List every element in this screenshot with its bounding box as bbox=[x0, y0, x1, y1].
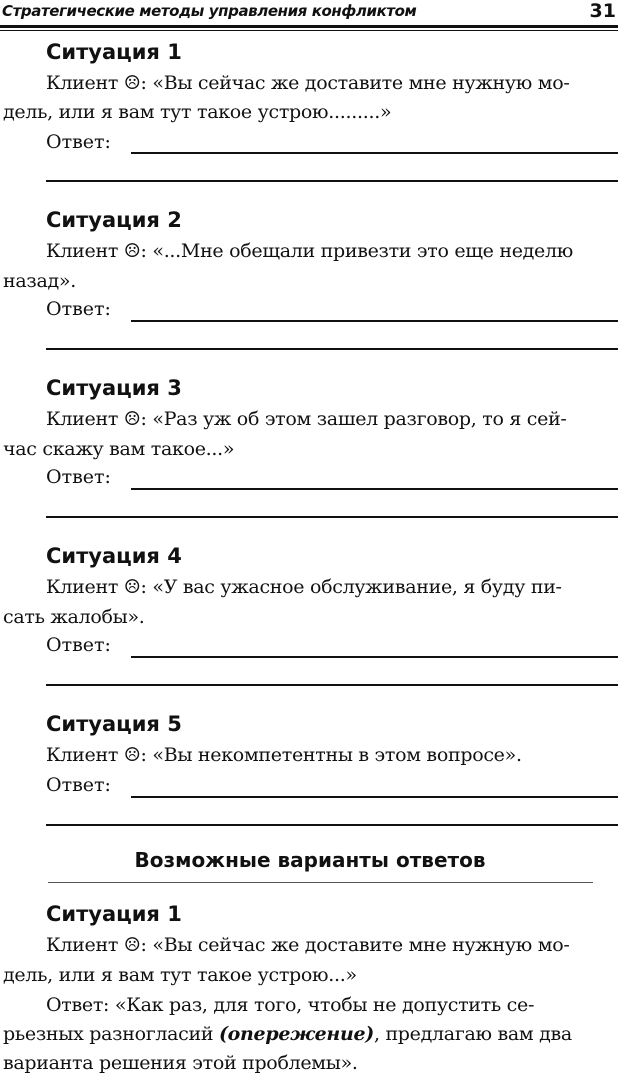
answer-fill-line[interactable] bbox=[46, 824, 618, 826]
answer-text-line bbox=[3, 1023, 572, 1045]
client-quote-line: дель, или я вам тут такое устрою.........» bbox=[3, 101, 392, 123]
client-quote-line: Клиент ☹: «Раз уж об этом зашел разговор, то я сей- bbox=[46, 408, 567, 430]
client-quote-line: Клиент ☹: «Вы сейчас же доставите мне нужную мо- bbox=[46, 934, 570, 956]
section-heading: Возможные варианты ответов bbox=[134, 848, 486, 872]
answer-fill-line[interactable] bbox=[131, 152, 618, 154]
answer-fill-line[interactable] bbox=[46, 180, 618, 182]
answer-fill-line[interactable] bbox=[131, 656, 618, 658]
answer-fill-line[interactable] bbox=[131, 488, 618, 490]
situation-title: Ситуация 1 bbox=[46, 902, 182, 926]
client-quote-line: назад». bbox=[3, 270, 76, 292]
running-title: Стратегические методы управления конфликтом bbox=[2, 2, 417, 20]
answer-text-part: , предлагаю вам два bbox=[373, 1023, 572, 1045]
answer-fill-line[interactable] bbox=[46, 348, 618, 350]
header-rule bbox=[0, 25, 618, 28]
client-quote-line: Клиент ☹: «Вы некомпетентны в этом вопросе». bbox=[46, 744, 522, 766]
answer-label: Ответ: bbox=[46, 298, 111, 320]
answer-text-line: Ответ: «Как раз, для того, чтобы не допустить се- bbox=[46, 994, 535, 1016]
header-rule-thin bbox=[0, 30, 618, 31]
answer-fill-line[interactable] bbox=[131, 796, 618, 798]
answer-fill-line[interactable] bbox=[46, 516, 618, 518]
section-rule bbox=[48, 882, 593, 883]
client-quote-line: час скажу вам такое...» bbox=[3, 438, 235, 460]
client-quote-line: сать жалобы». bbox=[3, 606, 145, 628]
answer-text-line: варианта решения этой проблемы». bbox=[3, 1052, 358, 1074]
situation-title: Ситуация 2 bbox=[46, 208, 182, 232]
situation-title: Ситуация 3 bbox=[46, 376, 182, 400]
client-quote-line: Клиент ☹: «Вы сейчас же доставите мне нужную мо- bbox=[46, 72, 570, 94]
answer-fill-line[interactable] bbox=[131, 320, 618, 322]
answer-text-part: рьезных разногласий bbox=[3, 1023, 219, 1045]
client-quote-line: дель, или я вам тут такое устрою...» bbox=[3, 964, 357, 986]
answer-label: Ответ: bbox=[46, 466, 111, 488]
situation-title: Ситуация 1 bbox=[46, 40, 182, 64]
situation-title: Ситуация 4 bbox=[46, 544, 182, 568]
situation-title: Ситуация 5 bbox=[46, 712, 182, 736]
answer-label: Ответ: bbox=[46, 131, 111, 153]
client-quote-line: Клиент ☹: «...Мне обещали привезти это еще неделю bbox=[46, 240, 573, 262]
answer-fill-line[interactable] bbox=[46, 684, 618, 686]
answer-label: Ответ: bbox=[46, 634, 111, 656]
answer-label: Ответ: bbox=[46, 774, 111, 796]
page-header bbox=[0, 0, 620, 30]
technique-term: (опережение) bbox=[218, 1023, 374, 1045]
client-quote-line: Клиент ☹: «У вас ужасное обслуживание, я буду пи- bbox=[46, 576, 562, 598]
page-number: 31 bbox=[589, 0, 616, 22]
